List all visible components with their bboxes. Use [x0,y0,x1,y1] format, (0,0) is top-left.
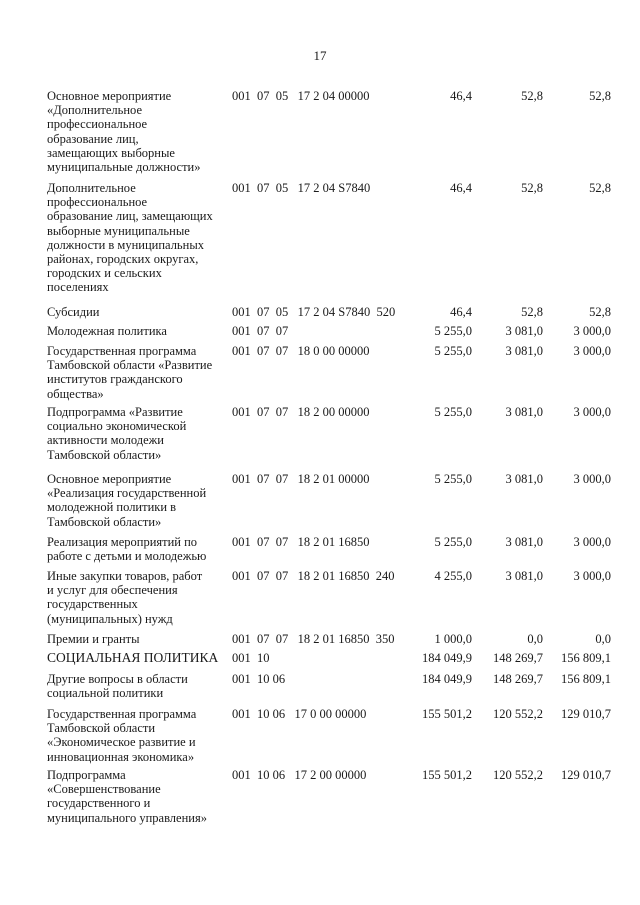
value-col-2: 148 269,7 [493,672,543,686]
row-name: Другие вопросы в области социальной политики [47,672,188,701]
value-col-3: 3 000,0 [573,569,611,583]
value-col-3: 129 010,7 [561,707,611,721]
value-col-2: 52,8 [521,89,543,103]
value-col-2: 0,0 [527,632,543,646]
value-col-2: 52,8 [521,181,543,195]
value-col-2: 3 081,0 [505,324,543,338]
value-col-3: 156 809,1 [561,672,611,686]
value-col-1: 46,4 [450,181,472,195]
row-name: Премии и гранты [47,632,140,646]
row-code: 001 07 07 18 2 01 16850 350 [232,632,395,646]
value-col-3: 52,8 [589,181,611,195]
row-name: Основное мероприятие «Реализация государственной молодежной политики в Тамбовской области» [47,472,207,529]
value-col-1: 155 501,2 [422,707,472,721]
row-code: 001 07 05 17 2 04 00000 [232,89,370,103]
value-col-1: 5 255,0 [434,324,472,338]
row-name: Подпрограмма «Развитие социально экономической активности молодежи Тамбовской области» [47,405,187,462]
row-name: Молодежная политика [47,324,167,338]
row-code: 001 07 07 18 2 01 00000 [232,472,370,486]
value-col-3: 3 000,0 [573,472,611,486]
row-code: 001 07 07 18 0 00 00000 [232,344,370,358]
value-col-2: 120 552,2 [493,768,543,782]
row-code: 001 10 06 17 2 00 00000 [232,768,367,782]
value-col-1: 46,4 [450,89,472,103]
row-name: Основное мероприятие «Дополнительное профессиональное образование лиц, замещающих выборные муниципальные должности» [47,89,201,175]
page-number: 17 [313,48,327,63]
value-col-2: 3 081,0 [505,405,543,419]
value-col-2: 148 269,7 [493,651,543,665]
row-name: Субсидии [47,305,100,319]
row-code: 001 07 07 18 2 01 16850 [232,535,370,549]
value-col-1: 5 255,0 [434,344,472,358]
row-name: Иные закупки товаров, работ и услуг для обеспечения государственных (муниципальных) нужд [47,569,203,626]
value-col-1: 5 255,0 [434,535,472,549]
row-code: 001 07 07 18 2 00 00000 [232,405,370,419]
row-name: Дополнительное профессиональное образование лиц, замещающих выборные муниципальные должности в муниципальных районах, городских округах, городских и сельских поселениях [47,181,213,295]
value-col-1: 5 255,0 [434,405,472,419]
value-col-1: 5 255,0 [434,472,472,486]
value-col-3: 52,8 [589,89,611,103]
row-code: 001 10 [232,651,270,665]
value-col-1: 1 000,0 [434,632,472,646]
row-name: Реализация мероприятий по работе с детьми и молодежью [47,535,207,564]
value-col-2: 52,8 [521,305,543,319]
row-code: 001 10 06 17 0 00 00000 [232,707,367,721]
value-col-3: 156 809,1 [561,651,611,665]
value-col-1: 46,4 [450,305,472,319]
value-col-3: 52,8 [589,305,611,319]
row-code: 001 07 07 [232,324,289,338]
value-col-3: 3 000,0 [573,405,611,419]
row-name: Государственная программа Тамбовской области «Экономическое развитие и инновационная экономика» [47,707,197,764]
value-col-1: 184 049,9 [422,672,472,686]
value-col-2: 3 081,0 [505,535,543,549]
row-code: 001 10 06 [232,672,286,686]
value-col-3: 3 000,0 [573,535,611,549]
value-col-3: 0,0 [595,632,611,646]
row-name: Подпрограмма «Совершенствование государственного и муниципального управления» [47,768,207,825]
value-col-1: 155 501,2 [422,768,472,782]
value-col-2: 3 081,0 [505,569,543,583]
value-col-3: 3 000,0 [573,324,611,338]
value-col-2: 3 081,0 [505,472,543,486]
row-code: 001 07 05 17 2 04 S7840 520 [232,305,396,319]
row-code: 001 07 05 17 2 04 S7840 [232,181,371,195]
value-col-3: 129 010,7 [561,768,611,782]
row-name: Государственная программа Тамбовской области «Развитие институтов гражданского общества» [47,344,213,401]
row-code: 001 07 07 18 2 01 16850 240 [232,569,395,583]
value-col-2: 3 081,0 [505,344,543,358]
value-col-3: 3 000,0 [573,344,611,358]
row-name: СОЦИАЛЬНАЯ ПОЛИТИКА [47,650,219,665]
value-col-2: 120 552,2 [493,707,543,721]
value-col-1: 4 255,0 [434,569,472,583]
value-col-1: 184 049,9 [422,651,472,665]
